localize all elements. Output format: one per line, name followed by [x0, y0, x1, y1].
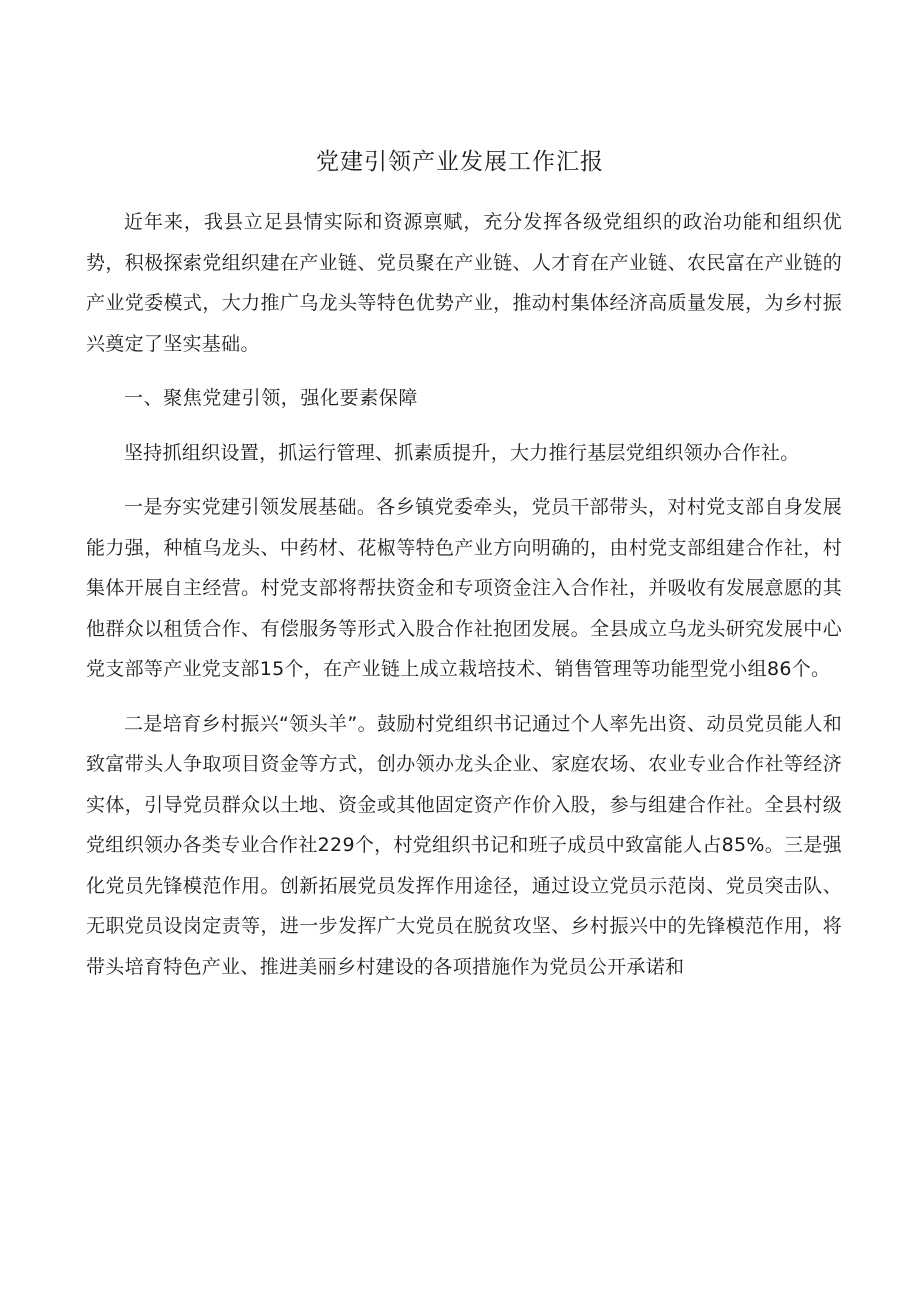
paragraph-summary: 坚持抓组织设置，抓运行管理、抓素质提升，大力推行基层党组织领办合作社。: [124, 441, 800, 464]
document-title: 党建引领产业发展工作汇报: [316, 149, 604, 175]
section-heading: 一、聚焦党建引领，强化要素保障: [124, 387, 419, 409]
document-body: [86, 202, 842, 1001]
paragraph-point-one: 一是夯实党建引领发展基础。各乡镇党委牵头，党员干部带头，对村党支部自身发展能力强，种植乌龙头、中药材、花椒等特色产业方向明确的，由村党支部组建合作社，村集体开展自主经营。村党支部将帮扶资金和专项资金注入合作社，并吸收有发展意愿的其他群众以租赁合作、有偿服务等形式入股合作社抱团发展。全县成立乌龙头研究发展中心党支部等产业党支部15个，在产业链上成立栽培技术、销售管理等功能型党小组86个。: [86, 496, 842, 680]
paragraph-point-two-three: 二是培育乡村振兴“领头羊”。鼓励村党组织书记通过个人率先出资、动员党员能人和致富带头人争取项目资金等方式，创办领办龙头企业、家庭农场、农业专业合作社等经济实体，引导党员群众以土地、资金或其他固定资产作价入股，参与组建合作社。全县村级党组织领办各类专业合作社229个，村党组织书记和班子成员中致富能人占85%。三是强化党员先锋模范作用。创新拓展党员发挥作用途径，通过设立党员示范岗、党员突击队、无职党员设岗定责等，进一步发挥广大党员在脱贫攻坚、乡村振兴中的先锋模范作用，将带头培育特色产业、推进美丽乡村建设的各项措施作为党员公开承诺和: [86, 712, 842, 978]
paragraph-intro: 近年来，我县立足县情实际和资源禀赋，充分发挥各级党组织的政治功能和组织优势，积极探索党组织建在产业链、党员聚在产业链、人才育在产业链、农民富在产业链的产业党委模式，大力推广乌龙头等特色优势产业，推动村集体经济高质量发展，为乡村振兴奠定了坚实基础。: [86, 211, 842, 355]
